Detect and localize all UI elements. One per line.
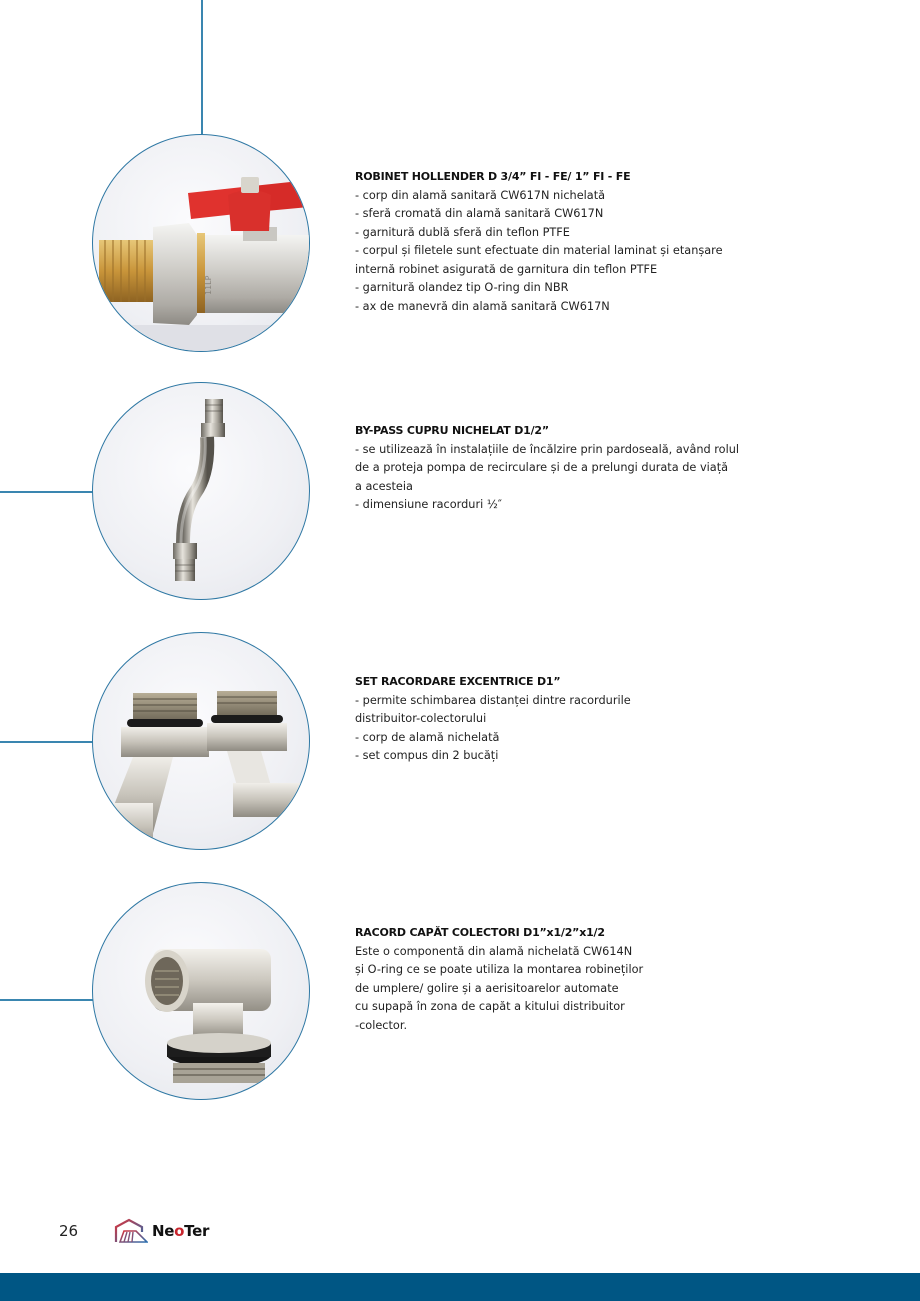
product-spec-line: - sferă cromată din alamă sanitară CW617N [355, 207, 604, 221]
product-spec-line: - set compus din 2 bucăți [355, 749, 499, 763]
product-block-end-tee [355, 924, 795, 1035]
product-spec-line: de umplere/ golire și a aerisitoarelor automate [355, 981, 619, 995]
product-spec-line: - corp din alamă sanitară CW617N nichelată [355, 188, 606, 202]
svg-text:11LP: 11LP [204, 275, 213, 295]
bypass-pipe-illustration [93, 383, 309, 599]
product-block-robinet-hollender [355, 168, 795, 317]
eccentric-fittings-illustration [93, 633, 309, 849]
product-spec-line: -colector. [355, 1018, 408, 1032]
connector-line-4 [0, 999, 93, 1001]
product-spec-line: de a proteja pompa de recirculare și de a prelungi durata de viață [355, 461, 729, 475]
product-spec-line: - garnitură olandez tip O-ring din NBR [355, 281, 569, 295]
product-spec-line: cu supapă în zona de capăt a kitului distribuitor [355, 1000, 625, 1014]
product-spec-line: - dimensiune racorduri ½″ [355, 498, 502, 512]
product-image-eccentric-set [92, 632, 310, 850]
ball-valve-illustration [93, 135, 309, 351]
brand-logo [114, 1218, 209, 1244]
brand-name-part2: Ter [184, 1222, 210, 1240]
brand-name [152, 1222, 209, 1240]
brand-name-o: o [174, 1222, 185, 1240]
product-image-end-tee [92, 882, 310, 1100]
brand-name-part1: Ne [152, 1222, 175, 1240]
page-number: 26 [59, 1222, 79, 1240]
product-spec-line: și O-ring ce se poate utiliza la montarea robineților [355, 963, 644, 977]
tee-fitting-illustration [93, 883, 309, 1099]
product-spec-line: - se utilizează în instalațiile de încălzire prin pardoseală, având rolul [355, 442, 740, 456]
footer-bar [0, 1273, 920, 1301]
product-image-bypass [92, 382, 310, 600]
product-block-bypass [355, 422, 795, 515]
connector-line-3 [0, 741, 93, 743]
product-spec-line: - garnitură dublă sferă din teflon PTFE [355, 225, 570, 239]
product-spec-line: internă robinet asigurată de garnitura din teflon PTFE [355, 262, 658, 276]
product-spec-line: Este o componentă din alamă nichelată CW614N [355, 944, 633, 958]
product-spec-line: - corpul și filetele sunt efectuate din material laminat și etanșare [355, 244, 723, 258]
house-heating-logo-icon [114, 1218, 148, 1244]
product-spec-line: - permite schimbarea distanței dintre racordurile [355, 693, 631, 707]
product-title: SET RACORDARE EXCENTRICE D1” [355, 675, 561, 688]
product-spec-line: - corp de alamă nichelată [355, 730, 500, 744]
product-title: RACORD CAPĂT COLECTORI D1”x1/2”x1/2 [355, 926, 605, 939]
product-title: ROBINET HOLLENDER D 3/4” FI - FE/ 1” FI - FE [355, 170, 631, 183]
connector-line-2 [0, 491, 93, 493]
product-spec-line: distribuitor-colectorului [355, 712, 487, 726]
product-spec-line: a acesteia [355, 479, 413, 493]
product-title: BY-PASS CUPRU NICHELAT D1/2” [355, 424, 549, 437]
connector-line-top [201, 0, 203, 134]
product-image-ball-valve [92, 134, 310, 352]
product-spec-line: - ax de manevră din alamă sanitară CW617N [355, 300, 610, 314]
product-block-eccentric-set [355, 673, 795, 766]
